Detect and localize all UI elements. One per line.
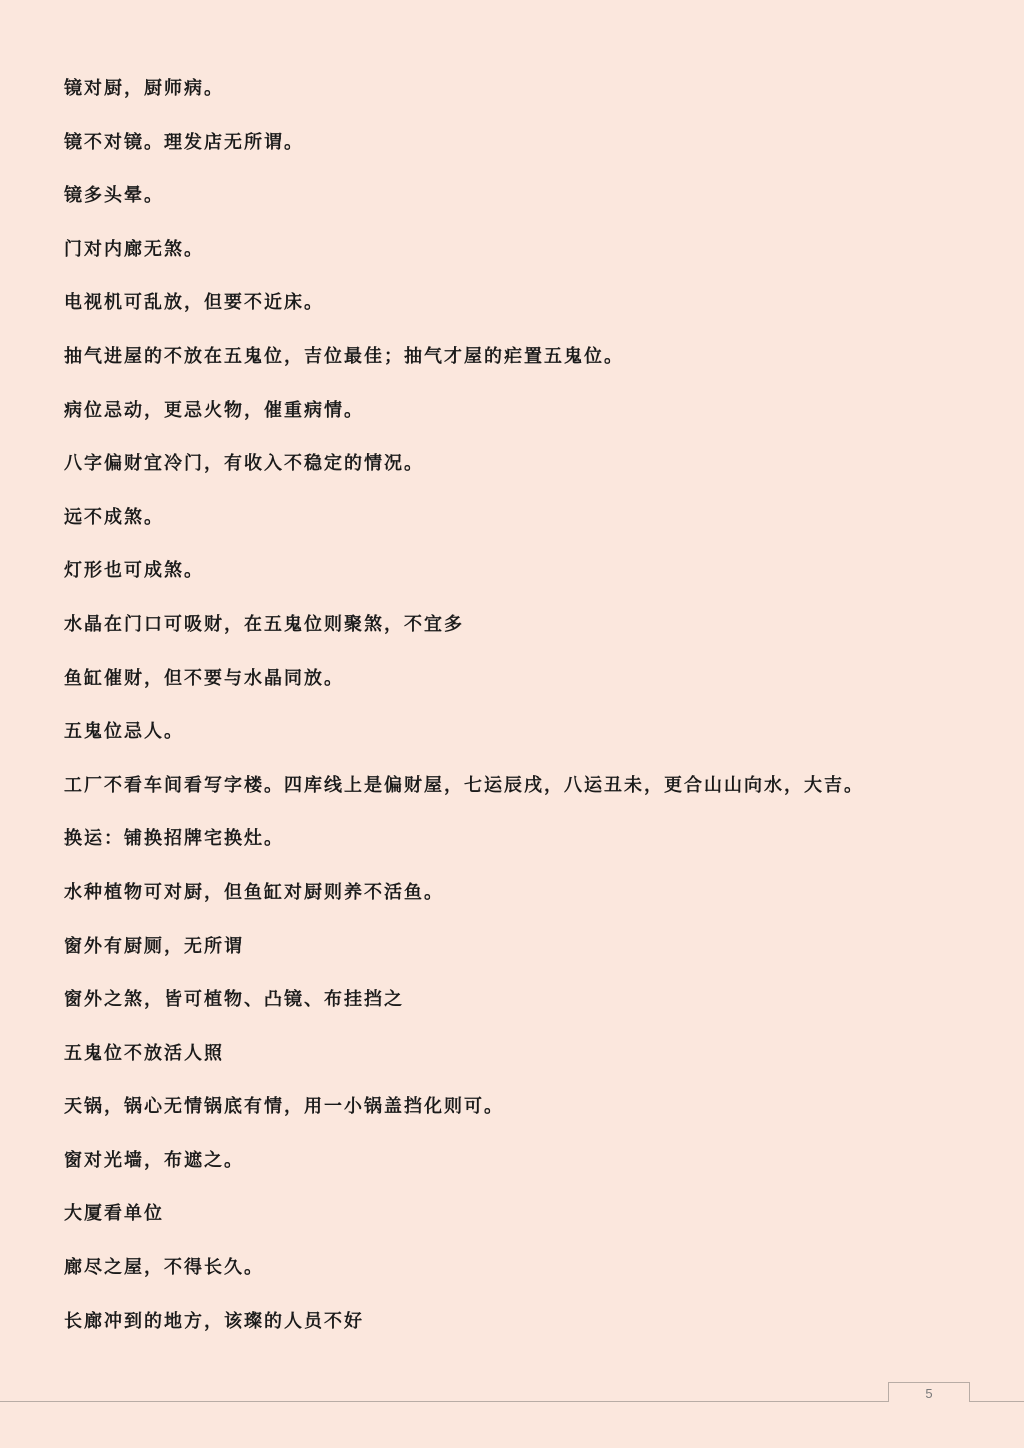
footer-divider	[0, 1401, 1024, 1402]
text-line: 镜不对镜。理发店无所谓。	[64, 131, 304, 153]
text-line: 廊尽之屋，不得长久。	[64, 1257, 264, 1279]
text-line: 八字偏财宜冷门，有收入不稳定的情况。	[64, 453, 424, 475]
text-line: 远不成煞。	[64, 506, 164, 528]
page-body	[64, 62, 964, 1348]
text-line: 镜对厨，厨师病。	[64, 78, 224, 99]
text-line: 门对内廊无煞。	[64, 238, 204, 260]
text-line: 五鬼位不放活人照	[64, 1042, 224, 1064]
page-number: 5	[888, 1382, 970, 1402]
text-line: 电视机可乱放，但要不近床。	[64, 292, 324, 314]
text-line: 窗外有厨厕，无所谓	[64, 935, 244, 957]
text-line: 工厂不看车间看写字楼。四库线上是偏财屋，七运辰戌，八运丑未，更合山山向水，大吉。	[64, 774, 864, 796]
text-line: 抽气进屋的不放在五鬼位，吉位最佳；抽气才屋的疟置五鬼位。	[64, 345, 624, 367]
text-line: 五鬼位忌人。	[64, 721, 184, 743]
text-line: 水晶在门口可吸财，在五鬼位则聚煞，不宜多	[64, 613, 464, 635]
text-line: 天锅，锅心无情锅底有情，用一小锅盖挡化则可。	[64, 1096, 504, 1118]
text-line: 长廊冲到的地方，该璨的人员不好	[64, 1310, 364, 1332]
text-line: 换运：铺换招牌宅换灶。	[64, 828, 284, 850]
text-line: 鱼缸催财，但不要与水晶同放。	[64, 667, 344, 689]
text-line: 水种植物可对厨，但鱼缸对厨则养不活鱼。	[64, 881, 444, 903]
text-line: 病位忌动，更忌火物，催重病情。	[64, 399, 364, 421]
text-line: 镜多头晕。	[64, 185, 164, 207]
text-line: 窗对光墙，布遮之。	[64, 1149, 244, 1171]
text-line: 大厦看单位	[64, 1203, 164, 1225]
text-line: 灯形也可成煞。	[64, 560, 204, 582]
text-line: 窗外之煞，皆可植物、凸镜、布挂挡之	[64, 989, 404, 1011]
